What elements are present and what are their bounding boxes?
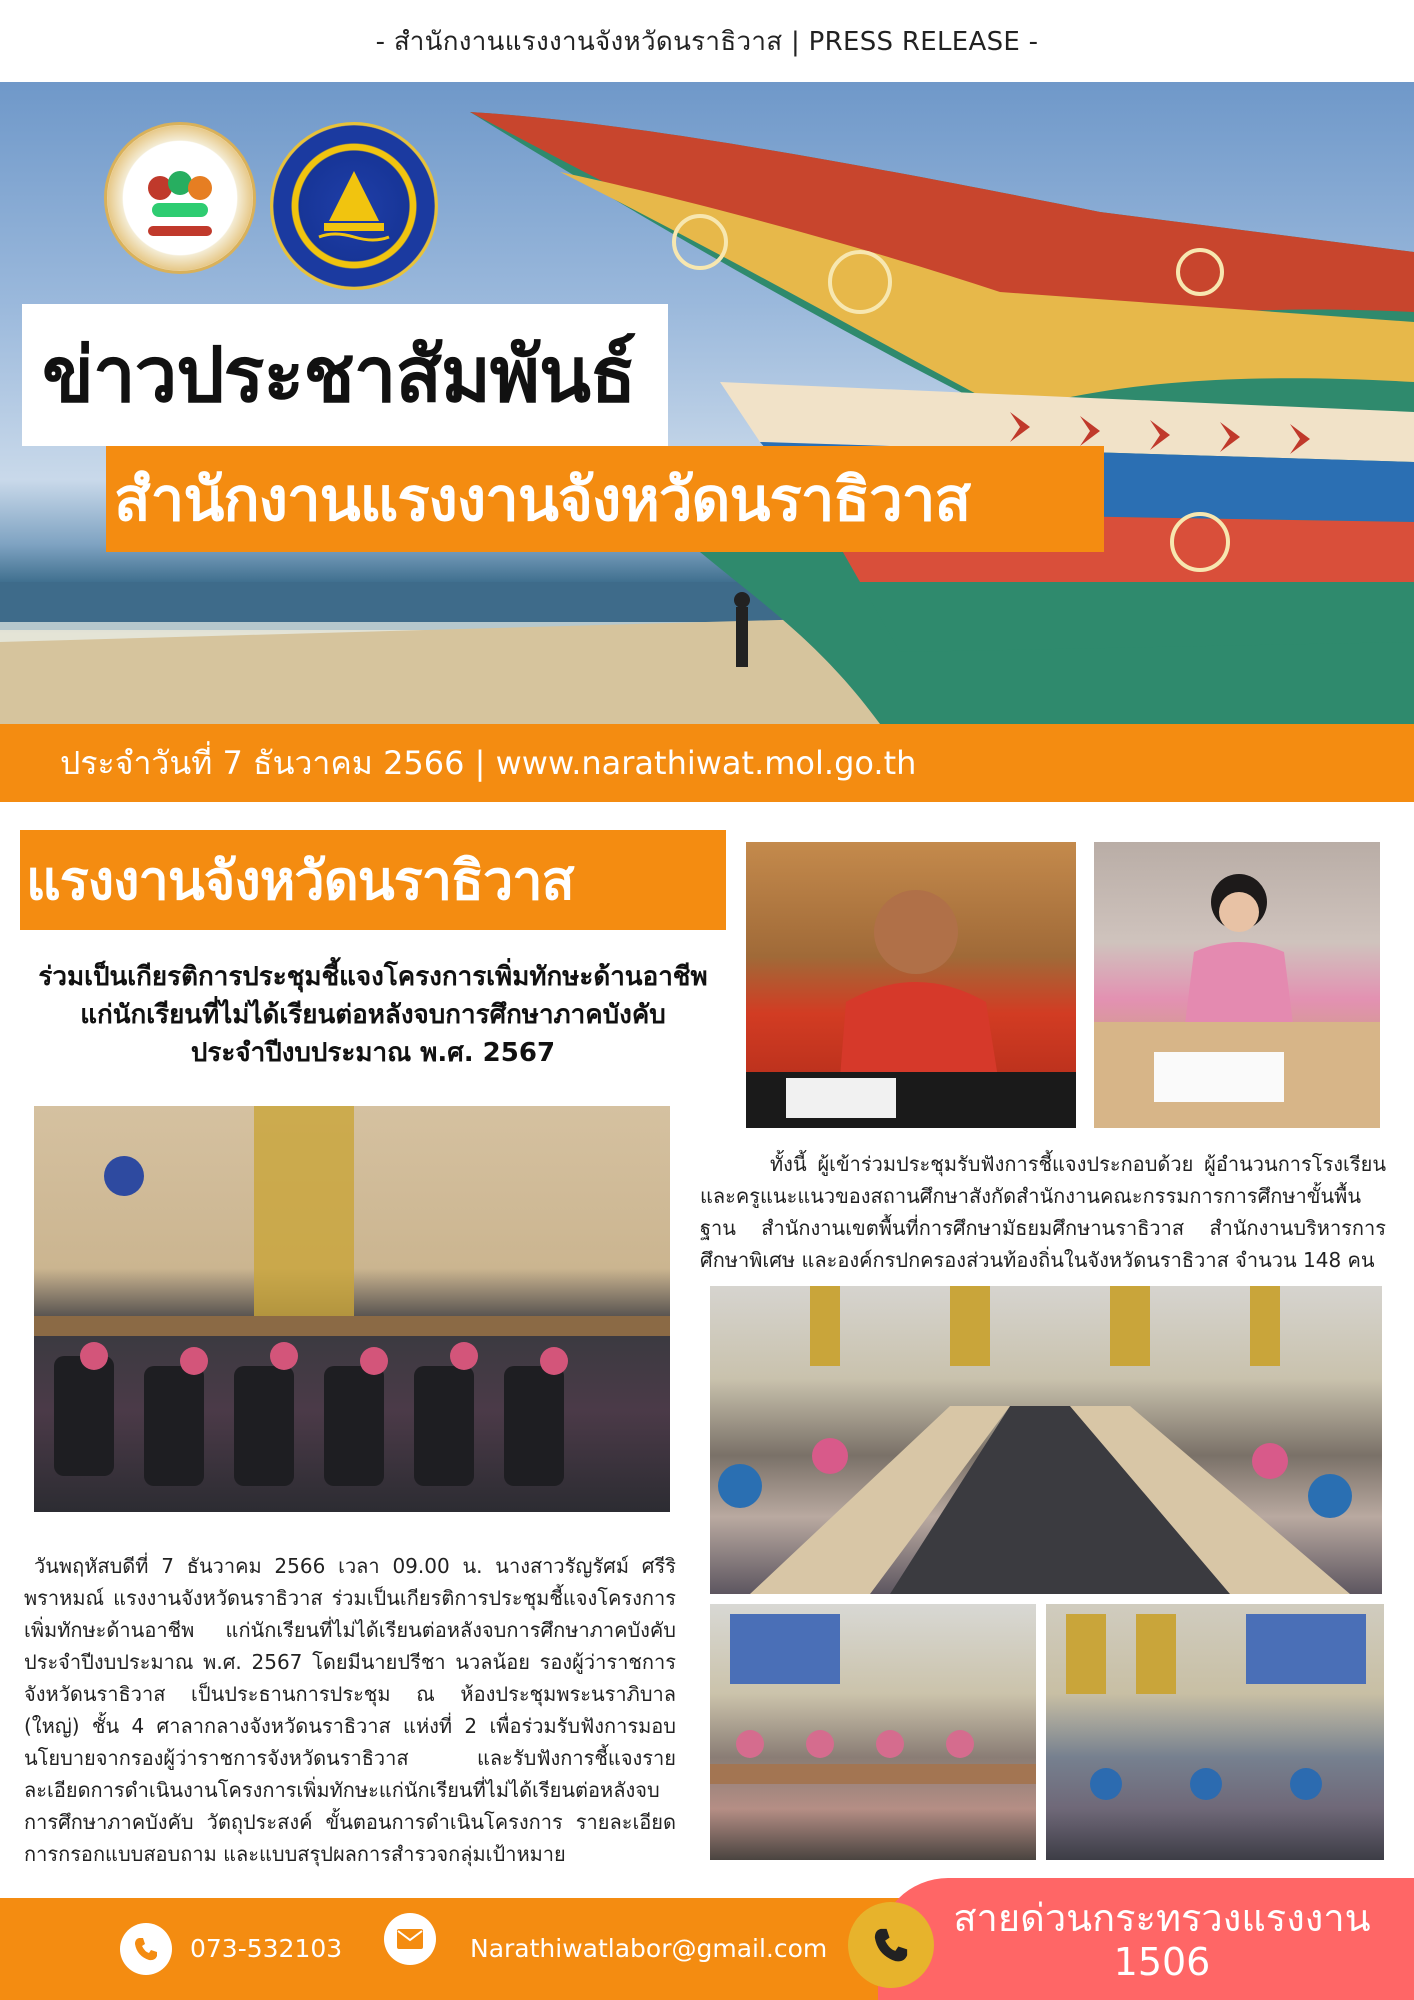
- phone-icon: [120, 1923, 172, 1975]
- headline-line: ประจำปีงบประมาณ พ.ศ. 2567: [190, 1038, 556, 1068]
- conference-hall-photo: [710, 1286, 1382, 1594]
- email-address[interactable]: Narathiwatlabor@gmail.com: [470, 1934, 828, 1963]
- phone-number[interactable]: 073-532103: [190, 1934, 343, 1963]
- section-title: แรงงานจังหวัดนราธิวาส: [26, 849, 574, 912]
- headline-line: ร่วมเป็นเกียรติการประชุมชี้แจงโครงการเพิ่มทักษะด้านอาชีพ: [38, 962, 708, 992]
- hotline-number[interactable]: 1506: [1113, 1940, 1211, 1984]
- press-release-title-box: [22, 304, 668, 446]
- email-icon: [384, 1913, 436, 1965]
- hotline-text: [930, 1896, 1394, 1984]
- date-website-bar: [0, 724, 1414, 802]
- article-headline: [20, 958, 726, 1072]
- press-release-title: ข่าวประชาสัมพันธ์: [42, 330, 636, 419]
- meeting-photo-left: [710, 1604, 1036, 1860]
- office-name: สำนักงานแรงงานจังหวัดนราธิวาส: [114, 464, 971, 535]
- press-release-topline: - สำนักงานแรงงานจังหวัดนราธิวาส | PRESS RELEASE -: [375, 26, 1039, 57]
- participants-paragraph: ทั้งนี้ ผู้เข้าร่วมประชุมรับฟังการชี้แจงประกอบด้วย ผู้อำนวนการโรงเรียน และครูแนะแนวของสถานศึกษาสังกัดสำนักงานคณะกรรมการการศึกษาขั้นพื้นฐาน สำนักงานเขตพื้นที่การศึกษามัธยมศึกษานราธิวาส สำนักงานบริหารการศึกษาพิเศษ และองค์กรปกครองส่วนท้องถิ่นในจังหวัดนราธิวาส จำนวน 148 คน: [700, 1152, 1386, 1272]
- event-paragraph: วันพฤหัสบดีที่ 7 ธันวาคม 2566 เวลา 09.00 น. นางสาวรัญรัศม์ ศรีริพราหมณ์ แรงงานจังหวัดนราธิวาส ร่วมเป็นเกียรติการประชุมชี้แจงโครงการเพิ่มทักษะด้านอาชีพ แก่นักเรียนที่ไม่ได้เรียนต่อหลังจบการศึกษาภาคบังคับ ประจำปีงบประมาณ พ.ศ. 2567 โดยมีนายปรีชา นวลน้อย รองผู้ว่าราชการจังหวัดนราธิวาส เป็นประธานการประชุม ณ ห้องประชุมพระนราภิบาล (ใหญ่) ชั้น 4 ศาลากลางจังหวัดนราธิวาส แห่งที่ 2 เพื่อร่วมรับฟังการมอบนโยบายจากรองผู้ว่าราชการจังหวัดนราธิวาส และรับฟังการชี้แจงรายละเอียดการดำเนินงานโครงการเพิ่มทักษะแก่นักเรียนที่ไม่ได้เรียนต่อหลังจบการศึกษาภาคบังคับ วัตถุประสงค์ ขั้นตอนการดำเนินโครงการ รายละเอียดการกรอกแบบสอบถาม และแบบสรุปผลการสำรวจกลุ่มเป้าหมาย: [24, 1554, 676, 1866]
- meeting-photo-right: [1046, 1604, 1384, 1860]
- meeting-room-photo: [34, 1106, 670, 1512]
- hotline-label: สายด่วนกระทรวงแรงงาน: [953, 1896, 1371, 1940]
- office-name-box: [106, 446, 1104, 552]
- section-title-box: [20, 830, 726, 930]
- narathiwat-province-seal: [270, 122, 438, 290]
- hero-banner: [0, 82, 1414, 724]
- labour-official-photo: [1094, 842, 1380, 1128]
- headline-line: แก่นักเรียนที่ไม่ได้เรียนต่อหลังจบการศึกษาภาคบังคับ: [80, 1000, 666, 1030]
- hotline-phone-icon: [848, 1902, 934, 1988]
- vice-governor-photo: [746, 842, 1076, 1128]
- ministry-of-labour-logo: [104, 122, 256, 274]
- date-website-text: ประจำวันที่ 7 ธันวาคม 2566 | www.narathiwat.mol.go.th: [60, 743, 917, 782]
